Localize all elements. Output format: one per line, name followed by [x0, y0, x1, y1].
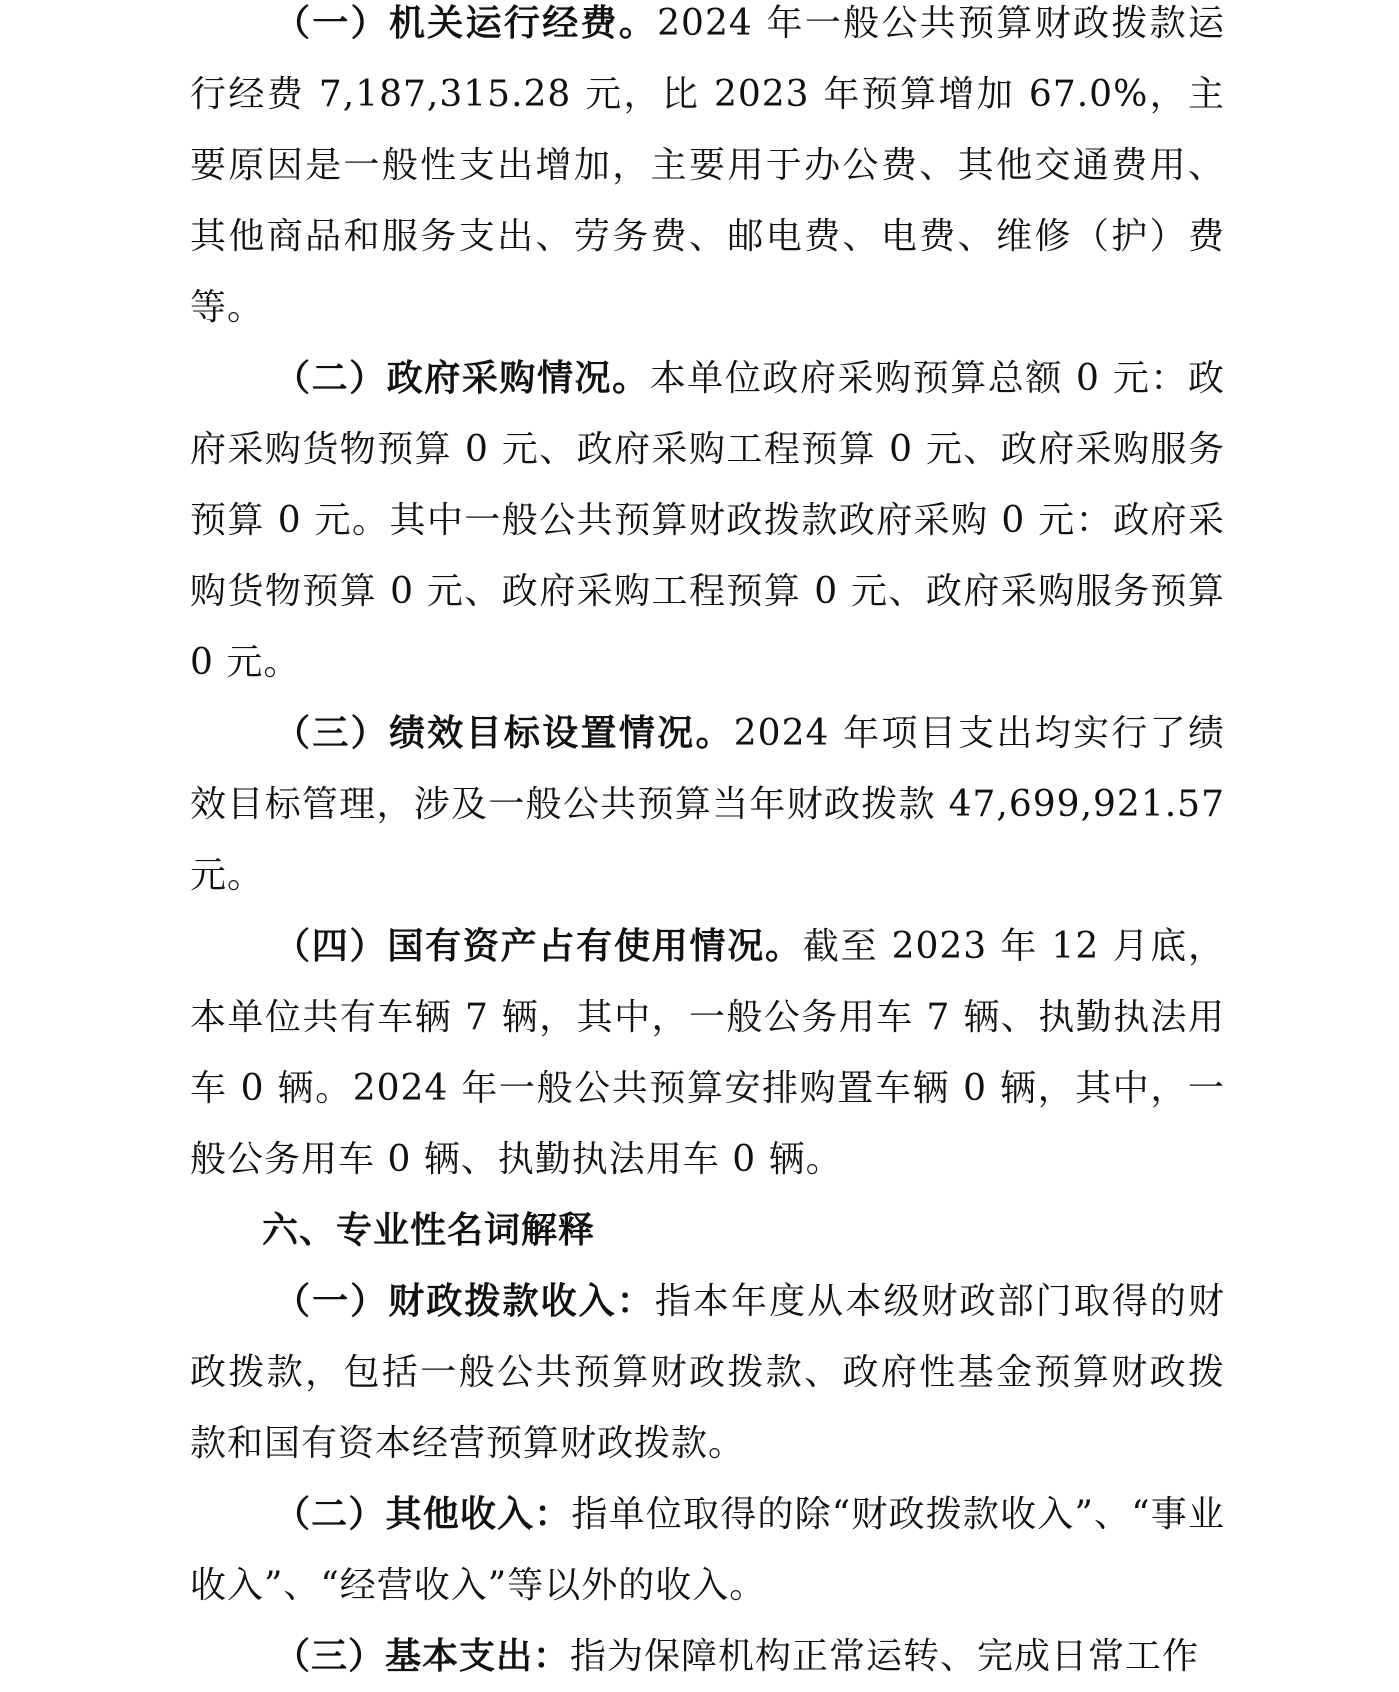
definition-term: （三）基本支出：: [274, 1635, 571, 1677]
definition-basic-expenditure: [190, 1621, 1225, 1692]
paragraph-text: 本单位政府采购预算总额 0 元：政府采购货物预算 0 元、政府采购工程预算 0 元、政府采购服务预算 0 元。其中一般公共预算财政拨款政府采购 0 元：政府采购货物预算 0 元、政府采购工程预算 0 元、政府采购服务预算 0 元。: [190, 358, 1225, 683]
paragraph-lead: （四）国有资产占有使用情况。: [274, 925, 803, 967]
definition-term: （一）财政拨款收入：: [274, 1280, 655, 1322]
definition-text: 指单位取得的除“财政拨款收入”、“事业收入”、“经营收入”等以外的收入。: [190, 1494, 1225, 1606]
definition-text: 指本年度从本级财政部门取得的财政拨款，包括一般公共预算财政拨款、政府性基金预算财政拨款和国有资本经营预算财政拨款。: [190, 1281, 1225, 1464]
definition-other-income: [190, 1479, 1225, 1621]
paragraph-text: 截至 2023 年 12 月底，本单位共有车辆 7 辆，其中，一般公务用车 7 辆、执勤执法用车 0 辆。2024 年一般公共预算安排购置车辆 0 辆，其中，一般公务用车 0 辆、执勤执法用车 0 辆。: [190, 926, 1225, 1180]
section-heading: 六、专业性名词解释: [262, 1210, 596, 1251]
paragraph-government-procurement: [190, 343, 1225, 698]
document-body: [190, 0, 1225, 1692]
paragraph-state-assets: [190, 911, 1225, 1195]
paragraph-lead: （一）机关运行经费。: [274, 2, 658, 44]
paragraph-text: 2024 年项目支出均实行了绩效目标管理，涉及一般公共预算当年财政拨款 47,699,921.57 元。: [190, 713, 1225, 896]
paragraph-performance-targets: [190, 698, 1225, 911]
definition-text: 指为保障机构正常运转、完成日常工作: [570, 1636, 1200, 1677]
paragraph-operating-expenses: [190, 0, 1225, 343]
paragraph-lead: （二）政府采购情况。: [274, 357, 650, 399]
definition-term: （二）其他收入：: [274, 1493, 572, 1535]
paragraph-lead: （三）绩效目标设置情况。: [274, 712, 734, 754]
definition-fiscal-appropriation-income: [190, 1266, 1225, 1479]
paragraph-text: 2024 年一般公共预算财政拨款运行经费 7,187,315.28 元，比 2023 年预算增加 67.0%，主要原因是一般性支出增加，主要用于办公费、其他交通费用、其他商品和服务支出、劳务费、邮电费、电费、维修（护）费等。: [190, 3, 1225, 328]
